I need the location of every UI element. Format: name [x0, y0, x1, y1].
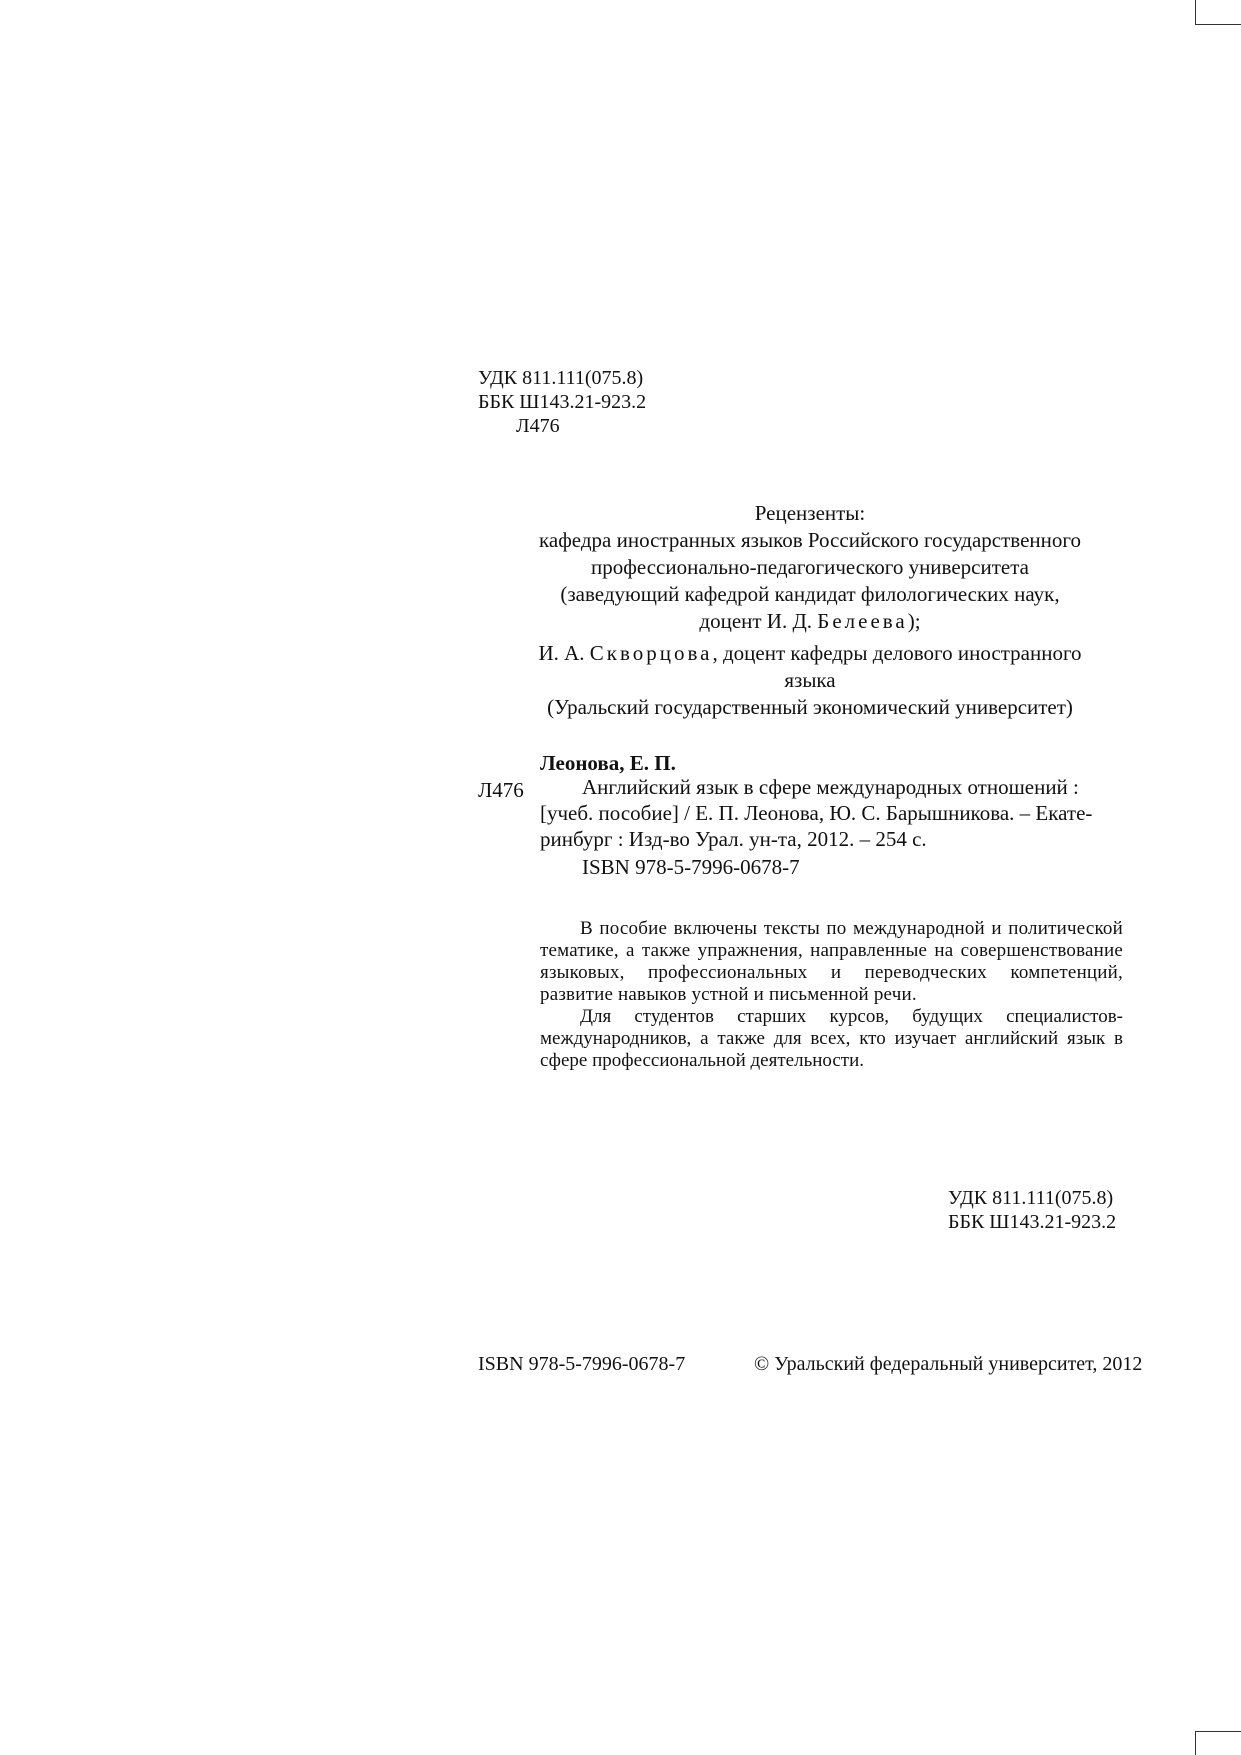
reviewer-1-prefix: доцент И. Д. — [699, 609, 813, 633]
udk-bottom: УДК 811.111(075.8) — [948, 1187, 1114, 1209]
reviewers-heading: Рецензенты: — [754, 501, 866, 525]
biblio-line-3: ринбург : Изд-во Урал. ун-та, 2012. – 254 с. — [540, 827, 927, 851]
biblio-author: Леонова, Е. П. — [540, 751, 676, 775]
reviewers-line-1: кафедра иностранных языков Российского государственного — [538, 528, 1081, 552]
crop-mark-top-horizontal — [1195, 24, 1241, 25]
reviewers-line-5 — [480, 640, 1140, 667]
reviewers-line-4 — [480, 608, 1140, 635]
abstract-paragraph-2: Для студентов старших курсов, будущих специалистов-международников, а также для всех, кто изучает английский язык в сфере профессиональной деятельности. — [540, 1006, 1123, 1071]
reviewers-line-6: языка — [784, 668, 836, 692]
reviewer-1-name: Белеева — [817, 609, 908, 633]
crop-mark-bottom-horizontal — [1195, 1731, 1241, 1732]
code-top: Л476 — [516, 415, 560, 437]
biblio-code: Л476 — [478, 778, 524, 802]
udk-top: УДК 811.111(075.8) — [478, 367, 644, 389]
biblio-line-2: [учеб. пособие] / Е. П. Леонова, Ю. С. Барышникова. – Екате- — [540, 801, 1093, 825]
bbk-top: ББК Ш143.21-923.2 — [478, 391, 647, 413]
crop-mark-bottom-vertical — [1195, 1731, 1196, 1755]
reviewers-line-2: профессионально-педагогического университета — [591, 555, 1029, 579]
reviewers-line-3: (заведующий кафедрой кандидат филологических наук, — [560, 582, 1060, 606]
reviewer-2-suffix: , доцент кафедры делового иностранного — [712, 641, 1082, 665]
biblio-line-1: Английский язык в сфере международных отношений : — [582, 775, 1079, 799]
biblio-isbn: ISBN 978-5-7996-0678-7 — [582, 855, 800, 879]
crop-mark-top-vertical — [1195, 0, 1196, 24]
reviewer-2-prefix: И. А. — [538, 641, 585, 665]
footer-isbn: ISBN 978-5-7996-0678-7 — [478, 1353, 686, 1375]
reviewer-1-suffix: ); — [907, 609, 921, 633]
reviewer-2-name: Скворцова — [589, 641, 713, 665]
reviewers-block — [480, 500, 1140, 721]
footer-copyright: © Уральский федеральный университет, 2012 — [754, 1353, 1143, 1375]
reviewers-line-7: (Уральский государственный экономический университет) — [547, 695, 1073, 719]
abstract — [540, 918, 1123, 1072]
abstract-paragraph-1: В пособие включены тексты по международной и политической тематике, а также упражнения, направленные на совершенствование языковых, профессиональных и переводческих компетенций, развитие навыков устной и письменной речи. — [540, 918, 1123, 1005]
bbk-bottom: ББК Ш143.21-923.2 — [948, 1211, 1117, 1233]
